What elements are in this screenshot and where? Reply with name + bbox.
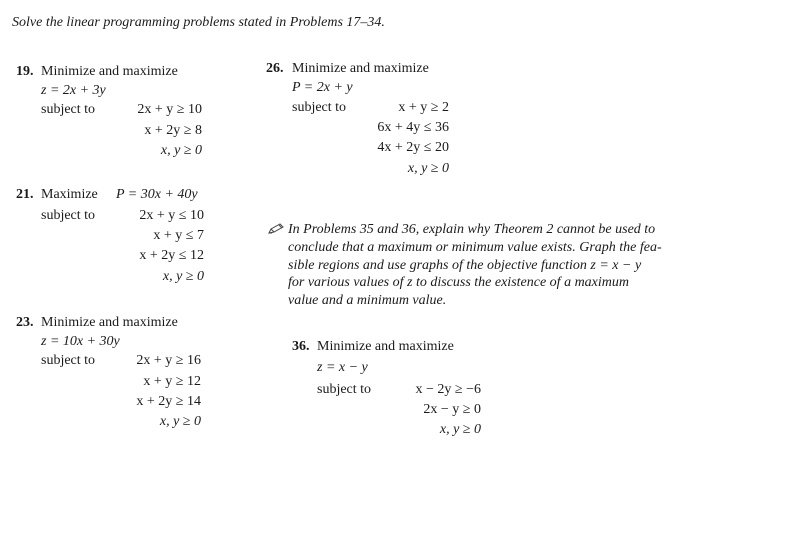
objective-function: z = 2x + 3y: [41, 83, 106, 98]
constraint: x + y ≤ 7: [153, 228, 204, 243]
constraint: 2x + y ≥ 10: [137, 102, 202, 117]
note-line: sible regions and use graphs of the objective function z = x − y: [288, 258, 642, 273]
subject-to-label: subject to: [41, 353, 96, 368]
constraint: x + 2y ≥ 14: [136, 394, 201, 409]
problem-title: Minimize and maximize: [317, 339, 454, 354]
objective-function: P = 30x + 40y: [116, 187, 198, 202]
constraint: x, y ≥ 0: [162, 269, 204, 284]
intro-text: Solve the linear programming problems stated in Problems 17–34.: [12, 15, 385, 30]
constraint: x, y ≥ 0: [160, 143, 202, 158]
note-line: for various values of z to discuss the existence of a maximum: [288, 275, 630, 290]
problem-title: Maximize: [41, 187, 98, 202]
note-line: In Problems 35 and 36, explain why Theorem 2 cannot be used to: [288, 222, 656, 237]
objective-function: P = 2x + y: [292, 80, 353, 95]
problem-number: 19.: [16, 64, 34, 79]
objective-function: z = x − y: [317, 360, 368, 375]
subject-to-label: subject to: [41, 102, 96, 117]
constraint: x − 2y ≥ −6: [415, 382, 481, 397]
note-line: conclude that a maximum or minimum value exists. Graph the fea-: [288, 240, 662, 255]
constraint: x + 2y ≥ 8: [144, 123, 202, 138]
problem-number: 23.: [16, 315, 34, 330]
constraint: 2x + y ≤ 10: [139, 208, 204, 223]
constraint: 2x − y ≥ 0: [423, 402, 481, 417]
problem-number: 36.: [292, 339, 310, 354]
objective-function: z = 10x + 30y: [41, 334, 120, 349]
subject-to-label: subject to: [292, 100, 347, 115]
constraint: x + y ≥ 12: [143, 374, 201, 389]
problem-number: 21.: [16, 187, 34, 202]
constraint: x + y ≥ 2: [398, 100, 449, 115]
constraint: x, y ≥ 0: [439, 422, 481, 437]
subject-to-label: subject to: [317, 382, 372, 397]
problem-title: Minimize and maximize: [41, 64, 178, 79]
note-line: value and a minimum value.: [288, 293, 447, 308]
subject-to-label: subject to: [41, 208, 96, 223]
constraint: x, y ≥ 0: [407, 161, 449, 176]
constraint: 4x + 2y ≤ 20: [377, 140, 449, 155]
problem-title: Minimize and maximize: [292, 61, 429, 76]
problem-title: Minimize and maximize: [41, 315, 178, 330]
pencil-icon: [267, 222, 285, 236]
constraint: x, y ≥ 0: [159, 414, 201, 429]
constraint: x + 2y ≤ 12: [139, 248, 204, 263]
constraint: 2x + y ≥ 16: [136, 353, 201, 368]
problem-number: 26.: [266, 61, 284, 76]
constraint: 6x + 4y ≤ 36: [377, 120, 449, 135]
